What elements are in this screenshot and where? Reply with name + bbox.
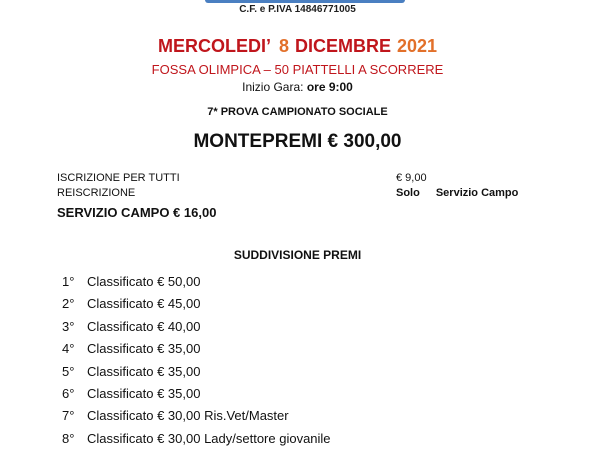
- start-time: ore 9:00: [306, 80, 353, 94]
- event-date: [0, 36, 595, 57]
- prize-row: [62, 271, 331, 293]
- reentry-fee-value: [396, 187, 518, 199]
- prize-text: Classificato € 35,00: [87, 385, 201, 401]
- prizes-title: SUDDIVISIONE PREMI: [233, 248, 362, 262]
- prize-text: Classificato € 40,00: [87, 318, 201, 334]
- entry-fee-value: € 9,00: [396, 172, 427, 184]
- fiscal-code: C.F. e P.IVA 14846771005: [239, 4, 356, 15]
- prize-text: Classificato € 35,00: [87, 341, 201, 357]
- prize-text: Classificato € 35,00: [87, 363, 201, 379]
- prize-place: 7°: [62, 408, 75, 424]
- start-label: Inizio Gara:: [242, 80, 304, 94]
- prize-row: [62, 361, 331, 383]
- reentry-value-only: Solo: [396, 187, 420, 199]
- prize-row: [62, 293, 331, 315]
- reentry-fee-label: REISCRIZIONE: [57, 187, 136, 199]
- prize-text: Classificato € 30,00 Ris.Vet/Master: [87, 408, 289, 424]
- prize-row: [62, 405, 331, 427]
- logo-fragment: [205, 0, 405, 3]
- event-discipline: FOSSA OLIMPICA – 50 PIATTELLI A SCORRERE: [151, 62, 444, 77]
- event-weekday: MERCOLEDI’: [157, 36, 271, 56]
- prize-row: [62, 316, 331, 338]
- prize-row: [62, 383, 331, 405]
- event-day: 8: [278, 36, 289, 56]
- championship-round: 7* PROVA CAMPIONATO SOCIALE: [207, 106, 388, 118]
- prize-place: 3°: [62, 318, 75, 334]
- field-service-fee: SERVIZIO CAMPO € 16,00: [57, 205, 217, 220]
- prize-place: 2°: [62, 296, 75, 312]
- prize-text: Classificato € 30,00 Lady/settore giovanile: [87, 430, 331, 446]
- entry-fee-label: ISCRIZIONE PER TUTTI: [57, 172, 180, 184]
- prize-place: 6°: [62, 385, 75, 401]
- prize-row: [62, 338, 331, 360]
- start-time-line: [0, 80, 595, 94]
- prize-list: [62, 271, 331, 450]
- prize-text: Classificato € 50,00: [87, 274, 201, 289]
- prize-place: 5°: [62, 363, 75, 379]
- prize-row: [62, 428, 331, 450]
- prize-text: Classificato € 45,00: [87, 296, 201, 312]
- event-year: 2021: [397, 36, 438, 56]
- reentry-value-service: Servizio Campo: [435, 187, 519, 199]
- event-month: DICEMBRE: [294, 36, 391, 56]
- prize-place: 4°: [62, 341, 75, 357]
- prize-place: 1°: [62, 274, 75, 289]
- prize-place: 8°: [62, 430, 75, 446]
- prize-pool: MONTEPREMI € 300,00: [193, 131, 402, 152]
